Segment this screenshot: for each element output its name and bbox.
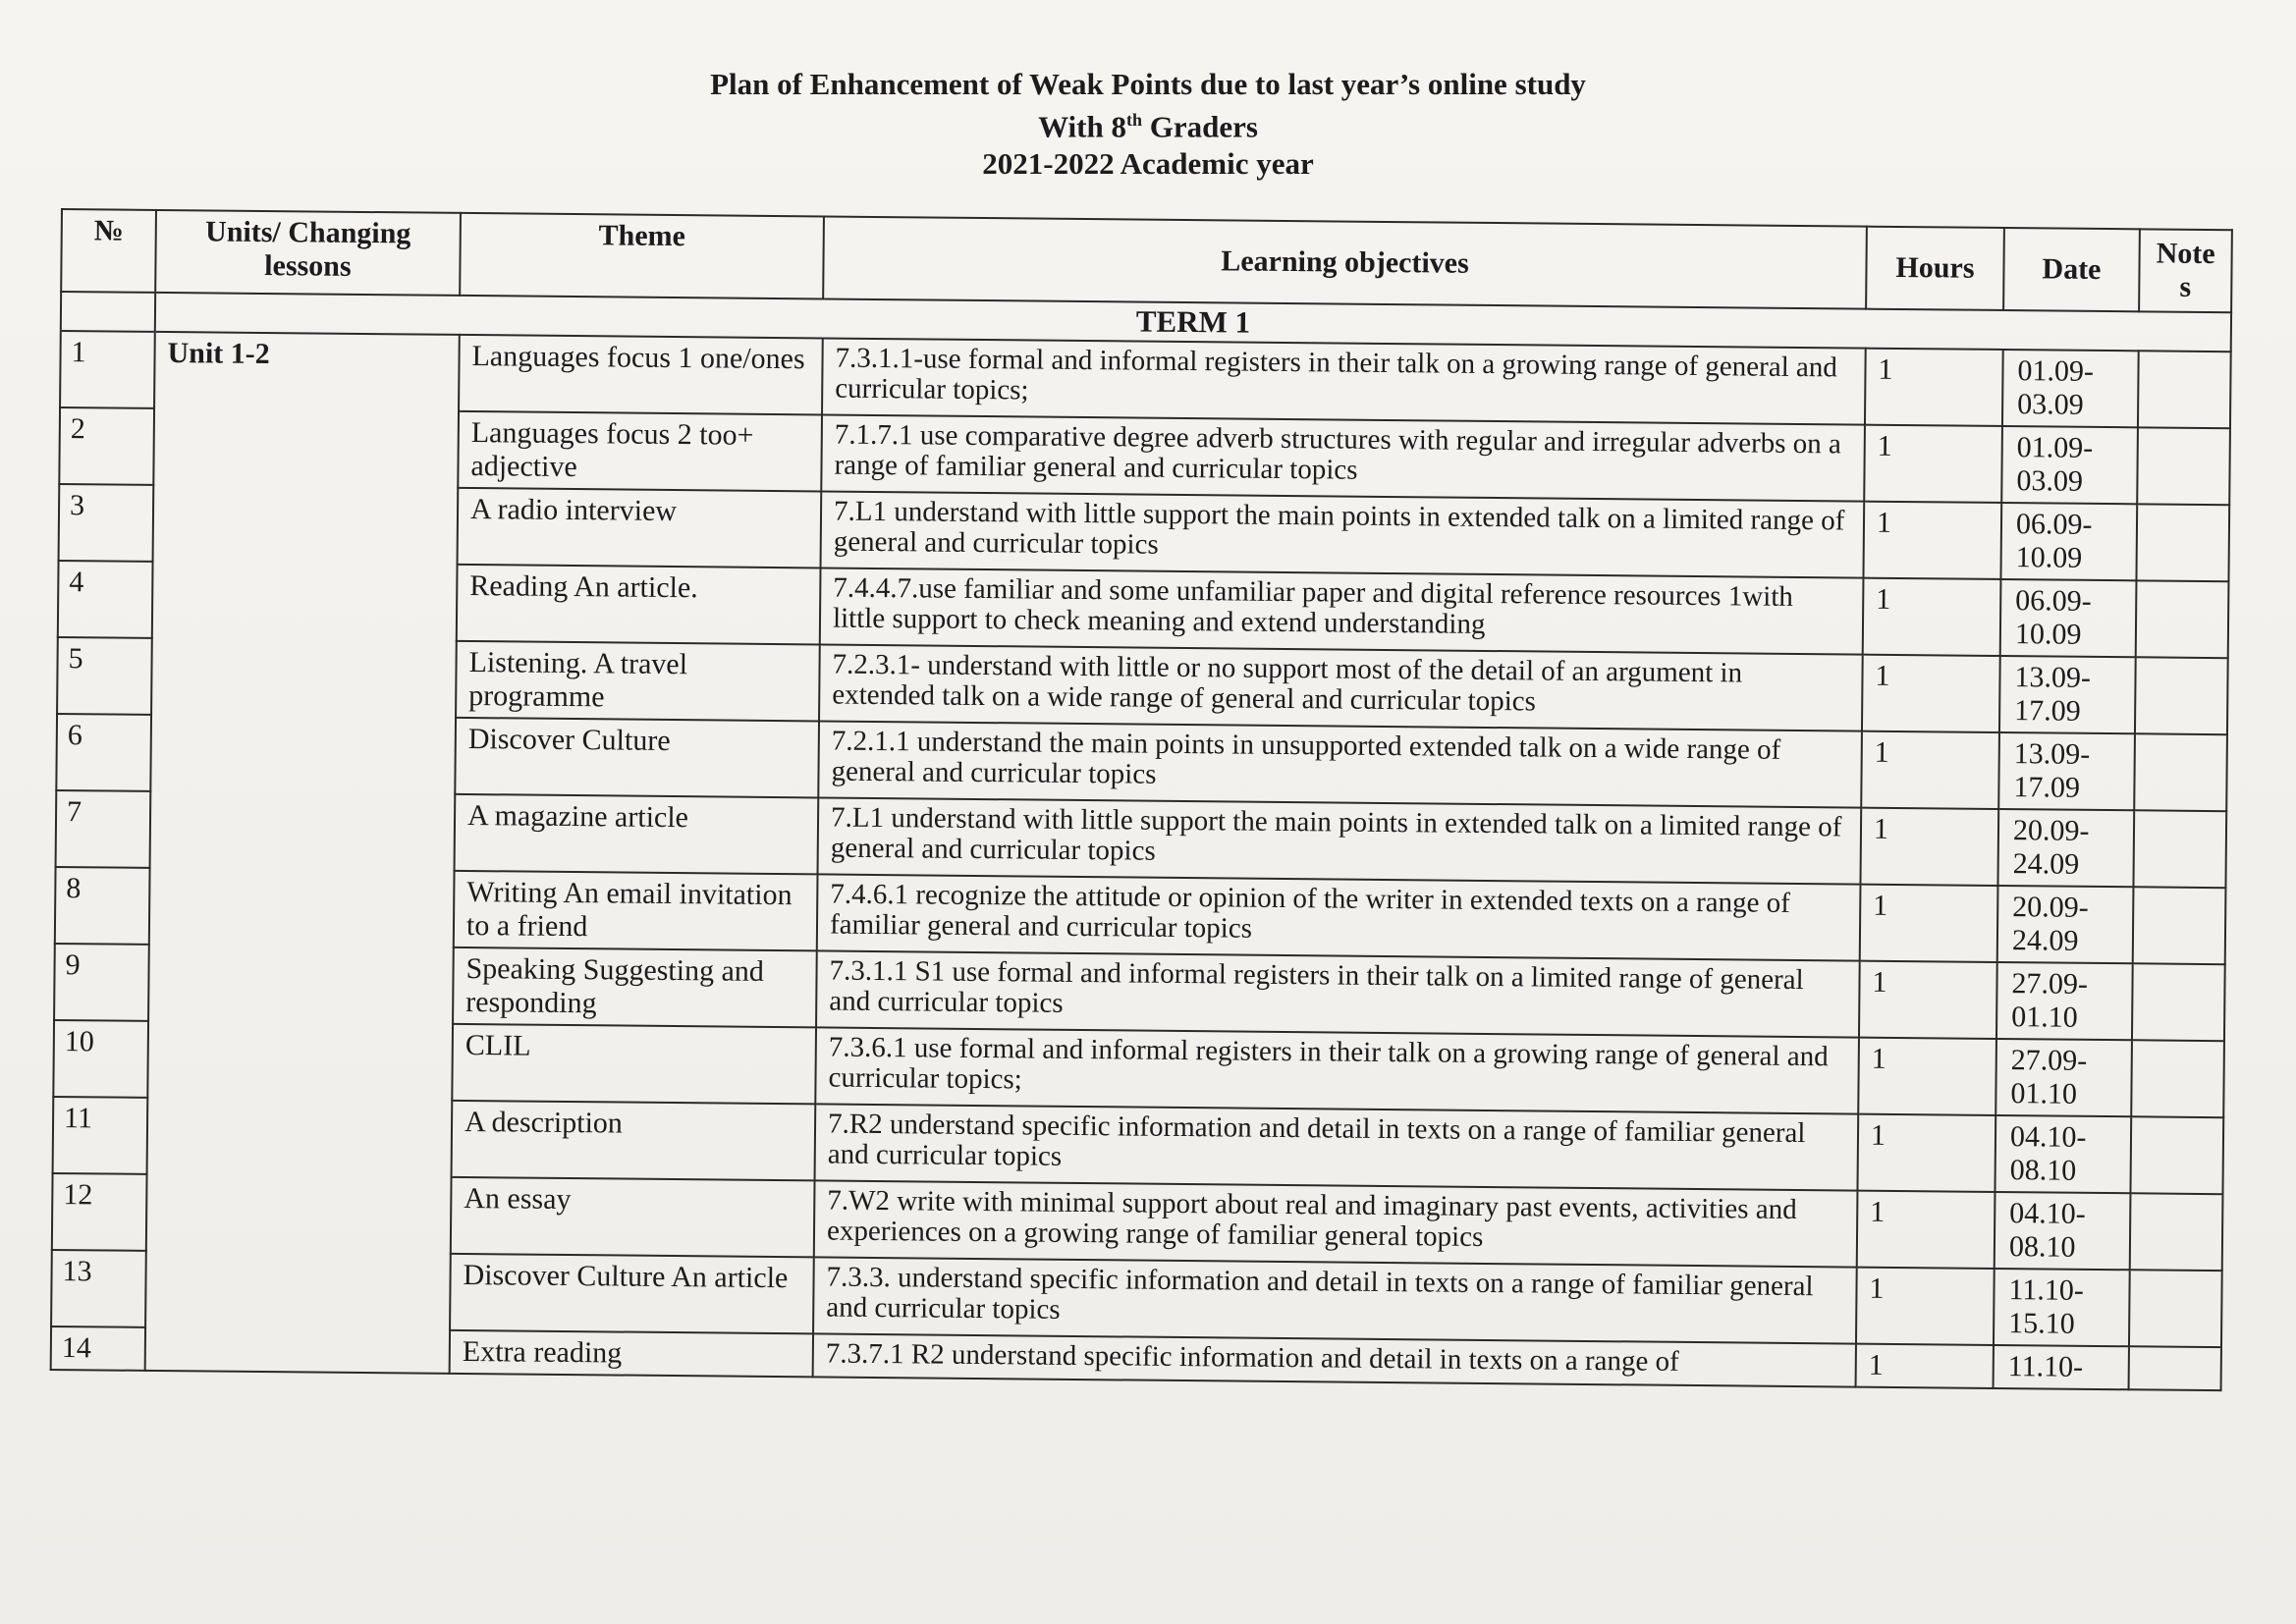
row-number: 1	[60, 331, 155, 408]
row-date: 01.09-03.09	[2001, 426, 2138, 504]
row-theme: Discover Culture An article	[450, 1254, 814, 1334]
row-objective: 7.2.3.1- understand with little or no support most of the detail of an argument in extended talk on a wide range of general and curricular topics	[819, 644, 1863, 731]
row-date: 13.09-17.09	[1999, 656, 2136, 733]
row-number: 13	[51, 1250, 146, 1327]
row-notes	[2129, 1346, 2221, 1390]
row-date: 20.09-24.09	[1997, 886, 2134, 963]
row-notes	[2135, 657, 2228, 734]
row-hours: 1	[1857, 1114, 1995, 1192]
row-hours: 1	[1860, 885, 1998, 962]
row-date: 11.10-	[1994, 1345, 2129, 1389]
row-theme: Listening. A travel programme	[456, 641, 820, 722]
row-hours: 1	[1856, 1268, 1995, 1345]
lesson-plan-table	[50, 208, 2233, 1391]
subtitle-prefix: With 8	[1038, 109, 1126, 144]
row-objective: 7.L1 understand with little support the main points in extended talk on a limited range of general and curricular topics	[818, 797, 1862, 884]
row-number: 12	[52, 1173, 147, 1251]
row-objective: 7.4.6.1 recognize the attitude or opinion of the writer in extended texts on a range of familiar general and curricular topics	[817, 874, 1861, 960]
row-hours: 1	[1864, 425, 2002, 503]
row-notes	[2132, 963, 2225, 1041]
row-objective: 7.W2 write with minimal support about real and imaginary past events, activities and experiences on a growing range of familiar general topics	[814, 1180, 1858, 1267]
row-number: 6	[56, 714, 151, 791]
academic-year: 2021-2022 Academic year	[982, 146, 1314, 182]
row-notes	[2136, 580, 2229, 658]
row-objective: 7.3.1.1-use formal and informal registers in their talk on a growing range of general and curricular topics;	[822, 338, 1866, 424]
row-notes	[2138, 351, 2231, 428]
row-number: 11	[53, 1097, 148, 1174]
col-header-hours: Hours	[1866, 227, 2004, 310]
row-date: 04.10-08.10	[1995, 1192, 2131, 1270]
row-objective: 7.L1 understand with little support the main points in extended talk on a limited range of general and curricular topics	[821, 491, 1865, 577]
row-theme: Reading An article.	[457, 565, 821, 645]
col-header-date: Date	[2003, 228, 2140, 311]
row-objective: 7.R2 understand specific information and detail in texts on a range of familiar general and curricular topics	[815, 1104, 1859, 1190]
row-notes	[2136, 504, 2229, 581]
row-theme: Speaking Suggesting and responding	[453, 947, 817, 1028]
row-date: 01.09-03.09	[2002, 350, 2139, 427]
term-num-cell	[61, 292, 155, 332]
row-theme: CLIL	[452, 1024, 816, 1105]
row-hours: 1	[1860, 808, 1998, 886]
row-objective: 7.3.7.1 R2 understand specific information and detail in texts on a range of	[813, 1333, 1856, 1386]
row-theme: A description	[452, 1101, 816, 1181]
row-number: 10	[53, 1020, 148, 1098]
row-hours: 1	[1862, 655, 2000, 732]
row-objective: 7.2.1.1 understand the main points in unsupported extended talk on a wide range of general and curricular topics	[818, 721, 1862, 807]
row-date: 04.10-08.10	[1995, 1115, 2131, 1193]
row-objective: 7.1.7.1 use comparative degree adverb structures with regular and irregular adverbs on a range of familiar general and curricular topics	[821, 414, 1865, 501]
col-header-theme: Theme	[460, 213, 824, 299]
row-date: 06.09-10.09	[2000, 503, 2137, 580]
document-heading	[0, 67, 2296, 184]
row-date: 11.10-15.10	[1994, 1269, 2130, 1346]
row-hours: 1	[1861, 731, 1999, 809]
row-hours: 1	[1859, 961, 1997, 1039]
row-theme: Languages focus 1 one/ones	[459, 335, 823, 415]
row-theme: A radio interview	[458, 488, 822, 568]
term-label: TERM 1	[155, 293, 2231, 352]
row-hours: 1	[1858, 1038, 1996, 1115]
row-number: 9	[54, 944, 149, 1021]
row-number: 7	[56, 790, 151, 868]
subtitle-superscript: th	[1125, 110, 1142, 130]
col-header-objectives: Learning objectives	[823, 216, 1867, 308]
col-header-notes: Note s	[2139, 229, 2232, 312]
row-date: 27.09-01.10	[1995, 1039, 2132, 1116]
row-notes	[2131, 1040, 2224, 1117]
row-date: 20.09-24.09	[1997, 809, 2134, 887]
row-theme: Languages focus 2 too+ adjective	[458, 411, 822, 492]
row-number: 5	[57, 637, 152, 715]
row-date: 06.09-10.09	[2000, 579, 2137, 657]
row-date: 13.09-17.09	[1998, 732, 2135, 810]
document-subtitle	[0, 102, 2296, 144]
row-hours: 1	[1863, 502, 2001, 579]
row-theme: Writing An email invitation to a friend	[454, 871, 818, 951]
row-objective: 7.4.4.7.use familiar and some unfamiliar paper and digital reference resources 1with little support to check meaning and extend understanding	[820, 568, 1864, 654]
row-number: 3	[59, 484, 154, 562]
row-hours: 1	[1863, 578, 2001, 656]
col-header-units: Units/ Changing lessons	[155, 210, 461, 296]
row-date: 27.09-01.10	[1996, 962, 2133, 1040]
row-notes	[2130, 1116, 2223, 1194]
document-title: Plan of Enhancement of Weak Points due to last year’s online study	[710, 67, 1586, 101]
subtitle-suffix: Graders	[1141, 109, 1258, 144]
row-number: 4	[58, 561, 153, 638]
row-hours: 1	[1856, 1344, 1994, 1388]
col-header-num: №	[61, 209, 156, 293]
row-notes	[2129, 1270, 2222, 1347]
row-notes	[2134, 733, 2227, 811]
row-objective: 7.3.3. understand specific information and detail in texts on a range of familiar general and curricular topics	[813, 1257, 1857, 1343]
row-notes	[2133, 810, 2226, 888]
unit-label: Unit 1-2	[145, 332, 460, 1374]
row-theme: A magazine article	[455, 794, 819, 875]
row-number: 8	[55, 867, 150, 945]
row-hours: 1	[1865, 349, 2003, 426]
row-number: 14	[51, 1326, 145, 1371]
row-notes	[2137, 427, 2230, 505]
row-objective: 7.3.6.1 use formal and informal registers in their talk on a growing range of general and curricular topics;	[815, 1027, 1859, 1113]
row-number: 2	[59, 407, 154, 485]
row-theme: Discover Culture	[455, 718, 819, 798]
row-notes	[2133, 887, 2226, 964]
row-notes	[2130, 1193, 2223, 1271]
row-theme: An essay	[451, 1177, 815, 1258]
row-theme: Extra reading	[450, 1330, 813, 1378]
row-objective: 7.3.1.1 S1 use formal and informal registers in their talk on a limited range of general and curricular topics	[816, 950, 1860, 1037]
row-hours: 1	[1857, 1191, 1995, 1269]
